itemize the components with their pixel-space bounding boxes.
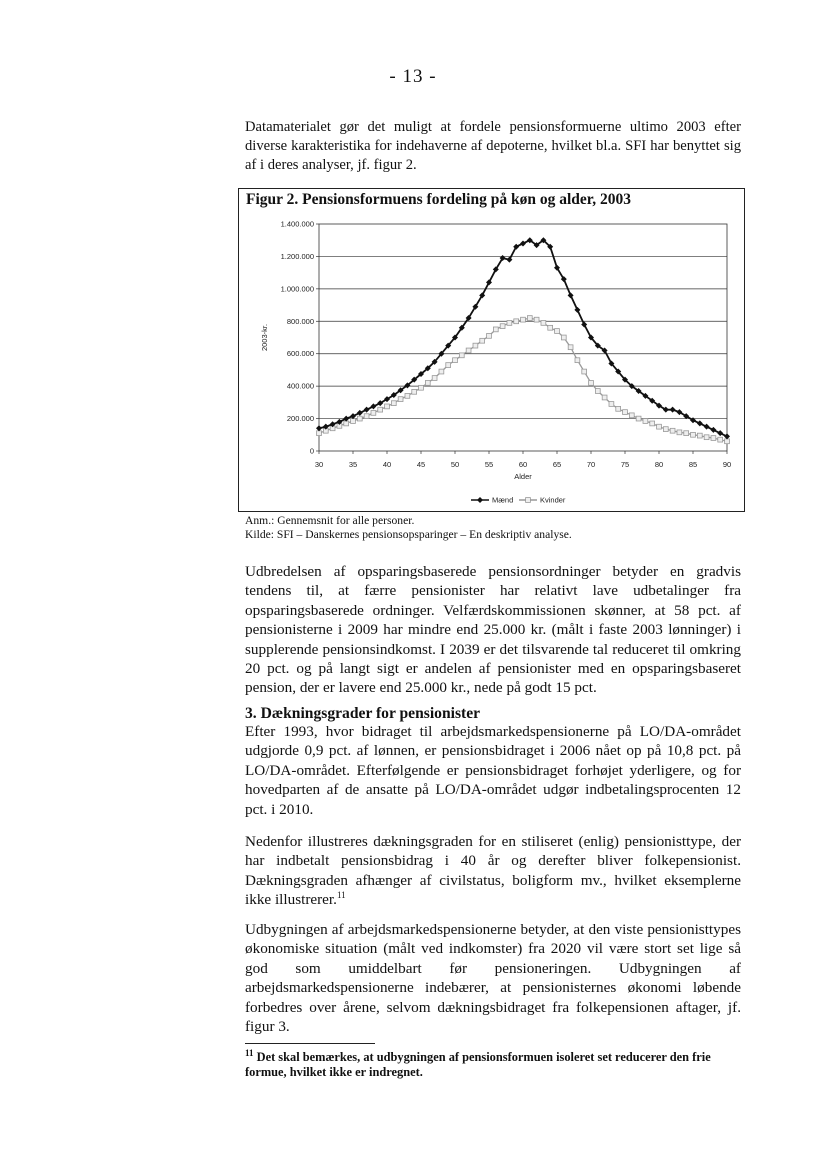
data-point-kvinder bbox=[527, 316, 532, 321]
data-point-kvinder bbox=[432, 376, 437, 381]
data-point-kvinder bbox=[657, 424, 662, 429]
data-point-kvinder bbox=[385, 404, 390, 409]
data-point-maend bbox=[697, 420, 703, 426]
y-tick-label: 0 bbox=[309, 446, 314, 456]
data-point-kvinder bbox=[541, 321, 546, 326]
data-point-maend bbox=[574, 307, 580, 313]
legend-marker bbox=[526, 498, 531, 503]
footnote-ref: 11 bbox=[336, 890, 346, 901]
data-point-kvinder bbox=[609, 402, 614, 407]
data-point-kvinder bbox=[555, 329, 560, 334]
legend-label: Kvinder bbox=[540, 495, 566, 505]
data-point-kvinder bbox=[453, 358, 458, 363]
data-point-kvinder bbox=[575, 358, 580, 363]
data-point-kvinder bbox=[602, 395, 607, 400]
data-point-kvinder bbox=[473, 343, 478, 348]
plot-frame bbox=[319, 224, 727, 451]
figure-2 bbox=[238, 188, 745, 512]
data-point-kvinder bbox=[425, 381, 430, 386]
data-point-maend bbox=[370, 403, 376, 409]
data-point-kvinder bbox=[534, 317, 539, 322]
data-point-kvinder bbox=[487, 333, 492, 338]
data-point-kvinder bbox=[419, 385, 424, 390]
data-point-kvinder bbox=[677, 430, 682, 435]
data-point-kvinder bbox=[357, 416, 362, 421]
x-axis-label: Alder bbox=[514, 472, 532, 481]
y-tick-label: 1.400.000 bbox=[280, 219, 314, 229]
x-tick-label: 55 bbox=[484, 460, 494, 469]
figure-source: Kilde: SFI – Danskernes pensionsopsparinger – En deskriptiv analyse. bbox=[245, 528, 572, 541]
x-tick-label: 60 bbox=[518, 460, 528, 469]
body-paragraph-3 bbox=[245, 832, 741, 910]
data-point-kvinder bbox=[364, 414, 369, 419]
data-point-maend bbox=[704, 424, 710, 430]
data-point-kvinder bbox=[643, 419, 648, 424]
x-tick-label: 45 bbox=[416, 460, 426, 469]
data-point-maend bbox=[710, 427, 716, 433]
data-point-kvinder bbox=[514, 319, 519, 324]
data-point-kvinder bbox=[378, 407, 383, 412]
data-point-kvinder bbox=[623, 410, 628, 415]
x-tick-label: 50 bbox=[450, 460, 460, 469]
data-point-kvinder bbox=[371, 410, 376, 415]
body-paragraph-2: Efter 1993, hvor bidraget til arbejdsmarkedspensionerne på LO/DA-området udgjorde 0,9 pct. af lønnen, er pensionsbidraget i 2006 nået op på 10,8 pct. på LO/DA-området. Efterfølgende er pensionsbidraget forhøjet yderligere, og for hovedparten af de ansatte på LO/DA-området udgør indbetalingsprocenten 12 pct. i 2010. bbox=[245, 723, 741, 818]
data-point-kvinder bbox=[663, 427, 668, 432]
data-point-kvinder bbox=[718, 437, 723, 442]
y-tick-label: 400.000 bbox=[286, 381, 314, 391]
data-point-maend bbox=[520, 240, 526, 246]
data-point-kvinder bbox=[466, 348, 471, 353]
body-paragraph-3-text: Nedenfor illustreres dækningsgraden for en stiliseret (enlig) pensionisttype, der har indbetalt pensionsbidrag i 40 år og derefter bliver folkepensionist. Dækningsgraden afhænger af civilstatus, boligform mv., hvilket eksemplerne ikke illustrerer. bbox=[245, 833, 741, 909]
footnote-text: Det skal bemærkes, at udbygningen af pensionsformuen isoleret set reducerer den frie formue, hvilket ikke er indregnet. bbox=[245, 1050, 711, 1079]
data-point-kvinder bbox=[684, 431, 689, 436]
figure-title: Figur 2. Pensionsformuens fordeling på køn og alder, 2003 bbox=[246, 191, 631, 208]
x-tick-label: 30 bbox=[314, 460, 324, 469]
data-point-kvinder bbox=[391, 401, 396, 406]
footnote-number: 11 bbox=[245, 1047, 254, 1058]
footnote bbox=[245, 1047, 741, 1080]
data-point-maend bbox=[357, 410, 363, 416]
x-tick-label: 90 bbox=[722, 460, 732, 469]
data-point-kvinder bbox=[344, 421, 349, 426]
section-heading: 3. Dækningsgrader for pensionister bbox=[245, 705, 481, 722]
data-point-kvinder bbox=[561, 335, 566, 340]
data-point-kvinder bbox=[629, 413, 634, 418]
data-point-kvinder bbox=[582, 369, 587, 374]
data-point-kvinder bbox=[521, 317, 526, 322]
data-point-kvinder bbox=[439, 369, 444, 374]
data-point-kvinder bbox=[650, 421, 655, 426]
legend-label: Mænd bbox=[492, 495, 514, 505]
x-tick-label: 85 bbox=[688, 460, 698, 469]
data-point-kvinder bbox=[697, 433, 702, 438]
y-tick-label: 1.200.000 bbox=[280, 251, 314, 261]
pension-chart bbox=[239, 189, 744, 511]
data-point-maend bbox=[717, 430, 723, 436]
intro-paragraph: Datamaterialet gør det muligt at fordele pensionsformuerne ultimo 2003 efter diverse karakteristika for indehaverne af depoterne, hvilket bl.a. SFI har benyttet sig af i deres analyser, jf. figur 2. bbox=[245, 119, 741, 173]
data-point-maend bbox=[670, 407, 676, 413]
data-point-kvinder bbox=[493, 327, 498, 332]
data-point-maend bbox=[364, 407, 370, 413]
data-point-kvinder bbox=[500, 324, 505, 329]
y-tick-label: 1.000.000 bbox=[280, 284, 314, 294]
y-tick-label: 600.000 bbox=[286, 349, 314, 359]
x-tick-label: 70 bbox=[586, 460, 596, 469]
data-point-kvinder bbox=[459, 353, 464, 358]
data-point-maend bbox=[568, 292, 574, 298]
figure-note: Anm.: Gennemsnit for alle personer. bbox=[245, 514, 415, 527]
data-point-kvinder bbox=[616, 406, 621, 411]
x-tick-label: 75 bbox=[620, 460, 630, 469]
data-point-kvinder bbox=[725, 439, 730, 444]
data-point-kvinder bbox=[589, 381, 594, 386]
y-tick-label: 200.000 bbox=[286, 414, 314, 424]
x-tick-label: 40 bbox=[382, 460, 392, 469]
x-tick-label: 35 bbox=[348, 460, 358, 469]
data-point-kvinder bbox=[405, 393, 410, 398]
body-paragraph-1: Udbredelsen af opsparingsbaserede pensionsordninger betyder en gradvis tendens til, at færre pensionister har relativt lave udbetalinger fra opsparingsbaserede ordninger. Velfærdskommissionen skønner, at 58 pct. af pensionisterne i 2009 har mindre end 25.000 kr. (målt i faste 2003 lønninger) i supplerende pensionsindkomst. I 2039 er det tilsvarende tal reduceret til omkring 20 pct. og på langt sigt er andelen af pensionister med en opsparingsbaseret pension, der er lavere end 25.000 kr., nede på godt 15 pct. bbox=[245, 563, 741, 697]
y-axis-label: 2003-kr. bbox=[260, 323, 269, 352]
data-point-kvinder bbox=[351, 419, 356, 424]
data-point-kvinder bbox=[670, 428, 675, 433]
legend-marker bbox=[477, 497, 483, 503]
data-point-kvinder bbox=[507, 321, 512, 326]
data-point-kvinder bbox=[446, 363, 451, 368]
page-number: - 13 - bbox=[389, 66, 437, 87]
y-tick-label: 800.000 bbox=[286, 316, 314, 326]
data-point-kvinder bbox=[704, 435, 709, 440]
x-tick-label: 65 bbox=[552, 460, 562, 469]
data-point-kvinder bbox=[548, 325, 553, 330]
data-point-kvinder bbox=[480, 338, 485, 343]
series-line bbox=[319, 318, 727, 441]
data-point-kvinder bbox=[691, 432, 696, 437]
data-point-kvinder bbox=[595, 389, 600, 394]
data-point-kvinder bbox=[412, 389, 417, 394]
x-tick-label: 80 bbox=[654, 460, 664, 469]
data-point-kvinder bbox=[398, 397, 403, 402]
data-point-kvinder bbox=[568, 345, 573, 350]
data-point-kvinder bbox=[317, 431, 322, 436]
data-point-kvinder bbox=[636, 416, 641, 421]
data-point-kvinder bbox=[711, 436, 716, 441]
footnote-rule bbox=[245, 1043, 375, 1044]
body-paragraph-4: Udbygningen af arbejdsmarkedspensionerne betyder, at den viste pensionisttypes økonomiske situation (målt ved indkomster) fra 2020 vil være stort set lige så god som umiddelbart før pensioneringen. Udbygningen af arbejdsmarkedspensionerne indebærer, at pensionisternes økonomi løbende forbedres over årene, selvom dækningsbidraget fra folkepensionen aftager, jf. figur 3. bbox=[245, 921, 741, 1036]
